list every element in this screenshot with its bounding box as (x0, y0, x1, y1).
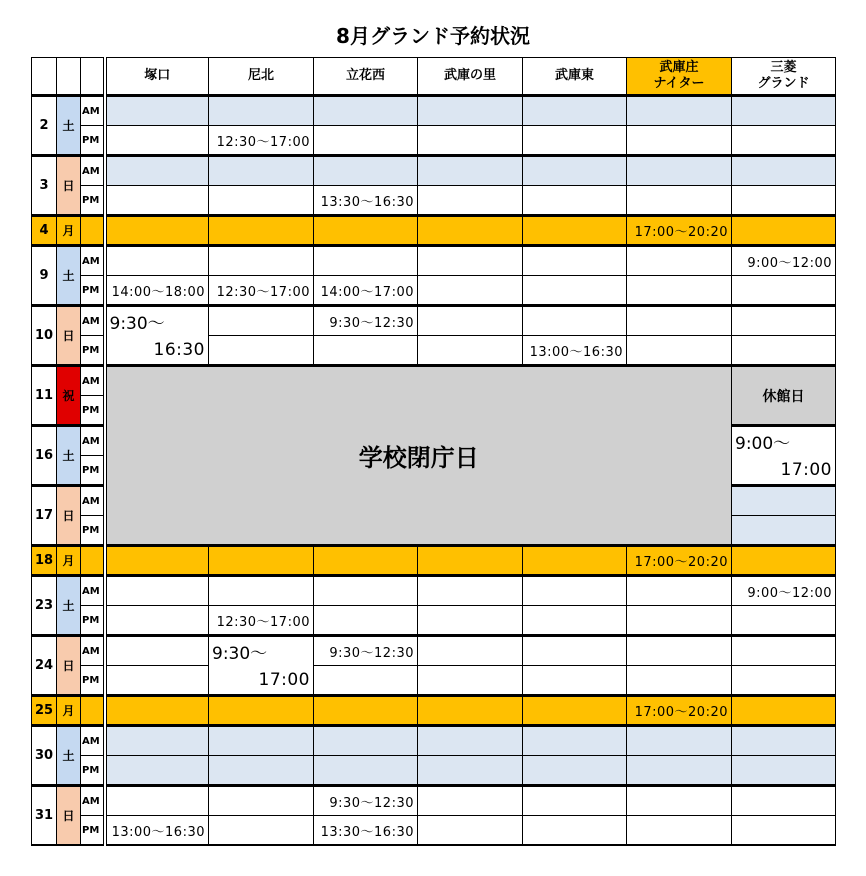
weekday: 月 (57, 216, 81, 246)
slot-cell (418, 186, 523, 216)
slot-cell (314, 606, 418, 636)
slot-cell (209, 756, 314, 786)
slot-cell (209, 726, 314, 756)
day-number: 11 (32, 366, 57, 426)
slot-cell: 9:30～12:30 (314, 306, 418, 336)
slot-cell (732, 726, 836, 756)
pm-label: PM (81, 186, 105, 216)
weekday: 月 (57, 696, 81, 726)
day-number: 2 (32, 96, 57, 156)
slot-cell (314, 756, 418, 786)
slot-cell (314, 726, 418, 756)
slot-cell (314, 666, 418, 696)
slot-cell (627, 816, 732, 846)
slot-cell (523, 726, 627, 756)
header-blank (32, 58, 57, 96)
slot-cell (418, 606, 523, 636)
header-muko-no-sato: 武庫の里 (418, 58, 523, 96)
day-number: 4 (32, 216, 57, 246)
slot-cell (627, 96, 732, 126)
slot-cell (732, 696, 836, 726)
slot-cell (209, 576, 314, 606)
slot-cell (732, 486, 836, 516)
table-row (32, 96, 836, 126)
am-label: AM (81, 786, 105, 816)
pm-label: PM (81, 606, 105, 636)
header-amakita: 尼北 (209, 58, 314, 96)
slot-cell (523, 96, 627, 126)
slot-cell (105, 96, 209, 126)
table-row (32, 336, 836, 366)
table-row (32, 606, 836, 636)
slot-cell (418, 816, 523, 846)
slot-cell (314, 96, 418, 126)
slot-cell (418, 756, 523, 786)
table-row (32, 276, 836, 306)
slot-cell (209, 546, 314, 576)
slot-cell (627, 186, 732, 216)
slot-cell (105, 606, 209, 636)
am-label: AM (81, 726, 105, 756)
day-number: 16 (32, 426, 57, 486)
slot-cell (732, 96, 836, 126)
header-mitsubishi-ground (732, 58, 836, 96)
slot-cell (105, 156, 209, 186)
header-line: 武庫庄 (659, 60, 699, 75)
slot-cell (418, 126, 523, 156)
pm-label: PM (81, 336, 105, 366)
table-row (32, 636, 836, 666)
am-label: AM (81, 576, 105, 606)
slot-cell (523, 666, 627, 696)
reservation-table (31, 57, 836, 846)
pm-label: PM (81, 126, 105, 156)
slot-cell (627, 336, 732, 366)
slot-cell (732, 666, 836, 696)
slot-cell (523, 246, 627, 276)
header-blank (57, 58, 81, 96)
weekday: 日 (57, 486, 81, 546)
slot-cell (418, 636, 523, 666)
header-tachibana-nishi: 立花西 (314, 58, 418, 96)
day-number: 10 (32, 306, 57, 366)
am-label: AM (81, 96, 105, 126)
table-row (32, 216, 836, 246)
day-number: 18 (32, 546, 57, 576)
slot-cell (523, 576, 627, 606)
slot-cell: 13:30～16:30 (314, 816, 418, 846)
slot-cell: 13:00～16:30 (105, 816, 209, 846)
slot-cell (627, 156, 732, 186)
slot-cell (105, 186, 209, 216)
slot-cell (732, 756, 836, 786)
slot-cell (105, 546, 209, 576)
slot-cell (732, 816, 836, 846)
pm-label: PM (81, 516, 105, 546)
slot-cell (523, 786, 627, 816)
header-row (32, 58, 836, 96)
slot-cell (418, 576, 523, 606)
school-closed-block: 学校閉庁日 (105, 366, 732, 546)
weekday: 土 (57, 576, 81, 636)
slot-cell (627, 726, 732, 756)
table-row (32, 576, 836, 606)
slot-cell (314, 156, 418, 186)
table-row (32, 666, 836, 696)
slot-cell: 9:30～ (105, 306, 209, 336)
table-row (32, 546, 836, 576)
slot-cell (105, 756, 209, 786)
closed-day-cell: 休館日 (732, 366, 836, 426)
slot-cell (732, 306, 836, 336)
pm-label: PM (81, 456, 105, 486)
slot-cell (523, 186, 627, 216)
table-row (32, 366, 836, 396)
slot-cell: 17:00 (209, 666, 314, 696)
slot-cell (314, 696, 418, 726)
slot-cell (105, 576, 209, 606)
am-label: AM (81, 426, 105, 456)
slot-cell (418, 786, 523, 816)
slot-cell (105, 216, 209, 246)
pm-label: PM (81, 666, 105, 696)
slot-cell (627, 306, 732, 336)
slot-cell: 14:00～17:00 (314, 276, 418, 306)
header-line: 三菱 (770, 60, 797, 75)
table-row (32, 156, 836, 186)
slot-cell (314, 576, 418, 606)
slot-cell (732, 786, 836, 816)
am-label: AM (81, 156, 105, 186)
pm-label: PM (81, 756, 105, 786)
slot-cell (627, 606, 732, 636)
slot-cell: 17:00～20:20 (627, 216, 732, 246)
slot-cell (523, 276, 627, 306)
slot-cell (732, 216, 836, 246)
header-muko-higashi: 武庫東 (523, 58, 627, 96)
table-row (32, 126, 836, 156)
am-label: AM (81, 366, 105, 396)
weekday: 祝 (57, 366, 81, 426)
day-number: 30 (32, 726, 57, 786)
slot-cell (627, 666, 732, 696)
slot-cell (314, 126, 418, 156)
slot-cell (418, 156, 523, 186)
slot-cell (314, 546, 418, 576)
slot-cell (209, 786, 314, 816)
slot-label (81, 546, 105, 576)
slot-cell (627, 276, 732, 306)
slot-cell (627, 246, 732, 276)
slot-cell (627, 126, 732, 156)
slot-cell (314, 336, 418, 366)
slot-cell (418, 306, 523, 336)
slot-label (81, 696, 105, 726)
slot-cell (523, 546, 627, 576)
slot-cell (209, 246, 314, 276)
weekday: 土 (57, 426, 81, 486)
slot-cell: 14:00～18:00 (105, 276, 209, 306)
slot-cell: 9:30～12:30 (314, 636, 418, 666)
slot-cell (732, 516, 836, 546)
table-row (32, 786, 836, 816)
table-row (32, 726, 836, 756)
slot-cell (523, 636, 627, 666)
day-number: 24 (32, 636, 57, 696)
slot-cell: 9:30～12:30 (314, 786, 418, 816)
slot-cell (627, 576, 732, 606)
slot-cell: 17:00～20:20 (627, 546, 732, 576)
header-tsukaguchi: 塚口 (105, 58, 209, 96)
slot-cell (105, 726, 209, 756)
slot-cell: 12:30～17:00 (209, 126, 314, 156)
slot-cell (209, 336, 314, 366)
slot-cell (418, 246, 523, 276)
slot-cell (732, 126, 836, 156)
slot-cell (523, 816, 627, 846)
slot-cell (732, 636, 836, 666)
header-mukosho-nighter (627, 58, 732, 96)
table-row (32, 756, 836, 786)
slot-cell (732, 276, 836, 306)
weekday: 日 (57, 306, 81, 366)
slot-cell (105, 786, 209, 816)
weekday: 日 (57, 156, 81, 216)
slot-cell (418, 546, 523, 576)
slot-cell (314, 246, 418, 276)
slot-cell (523, 306, 627, 336)
pm-label: PM (81, 276, 105, 306)
slot-cell: 9:00～12:00 (732, 246, 836, 276)
weekday: 日 (57, 786, 81, 846)
slot-cell: 17:00～20:20 (627, 696, 732, 726)
slot-cell (732, 606, 836, 636)
weekday: 月 (57, 546, 81, 576)
slot-label (81, 216, 105, 246)
slot-cell (314, 216, 418, 246)
am-label: AM (81, 636, 105, 666)
slot-cell (732, 546, 836, 576)
pm-label: PM (81, 816, 105, 846)
header-blank (81, 58, 105, 96)
slot-cell (105, 636, 209, 666)
slot-cell (418, 276, 523, 306)
slot-cell: 16:30 (105, 336, 209, 366)
weekday: 土 (57, 246, 81, 306)
am-label: AM (81, 486, 105, 516)
slot-cell (418, 666, 523, 696)
slot-cell: 13:00～16:30 (523, 336, 627, 366)
header-line: ナイター (653, 76, 705, 91)
slot-cell (209, 696, 314, 726)
slot-cell (209, 156, 314, 186)
table-row (32, 306, 836, 336)
slot-cell (105, 696, 209, 726)
slot-cell (105, 246, 209, 276)
slot-cell (732, 156, 836, 186)
day-number: 9 (32, 246, 57, 306)
slot-cell (209, 216, 314, 246)
slot-cell (627, 786, 732, 816)
header-line: グランド (757, 76, 810, 91)
slot-cell: 9:00～ (732, 426, 836, 456)
slot-cell (732, 186, 836, 216)
slot-cell (523, 756, 627, 786)
slot-cell (209, 816, 314, 846)
slot-cell (627, 756, 732, 786)
slot-cell: 9:30～ (209, 636, 314, 666)
am-label: AM (81, 246, 105, 276)
day-number: 17 (32, 486, 57, 546)
table-row (32, 186, 836, 216)
slot-cell: 9:00～12:00 (732, 576, 836, 606)
slot-cell (523, 696, 627, 726)
slot-cell (523, 156, 627, 186)
slot-cell (732, 336, 836, 366)
day-number: 25 (32, 696, 57, 726)
table-row (32, 246, 836, 276)
weekday: 土 (57, 96, 81, 156)
slot-cell (523, 216, 627, 246)
day-number: 31 (32, 786, 57, 846)
slot-cell (418, 696, 523, 726)
day-number: 3 (32, 156, 57, 216)
table-row (32, 696, 836, 726)
slot-cell (209, 96, 314, 126)
slot-cell (523, 126, 627, 156)
slot-cell: 13:30～16:30 (314, 186, 418, 216)
slot-cell: 12:30～17:00 (209, 276, 314, 306)
table-row (32, 816, 836, 846)
day-number: 23 (32, 576, 57, 636)
slot-cell (105, 126, 209, 156)
slot-cell (105, 666, 209, 696)
slot-cell (418, 216, 523, 246)
slot-cell (418, 96, 523, 126)
slot-cell (627, 636, 732, 666)
am-label: AM (81, 306, 105, 336)
weekday: 日 (57, 636, 81, 696)
slot-cell (209, 306, 314, 336)
slot-cell (418, 726, 523, 756)
slot-cell: 12:30～17:00 (209, 606, 314, 636)
slot-cell (209, 186, 314, 216)
slot-cell (523, 606, 627, 636)
page-title: 8月グランド予約状況 (336, 24, 530, 48)
slot-cell (418, 336, 523, 366)
pm-label: PM (81, 396, 105, 426)
slot-cell: 17:00 (732, 456, 836, 486)
weekday: 土 (57, 726, 81, 786)
